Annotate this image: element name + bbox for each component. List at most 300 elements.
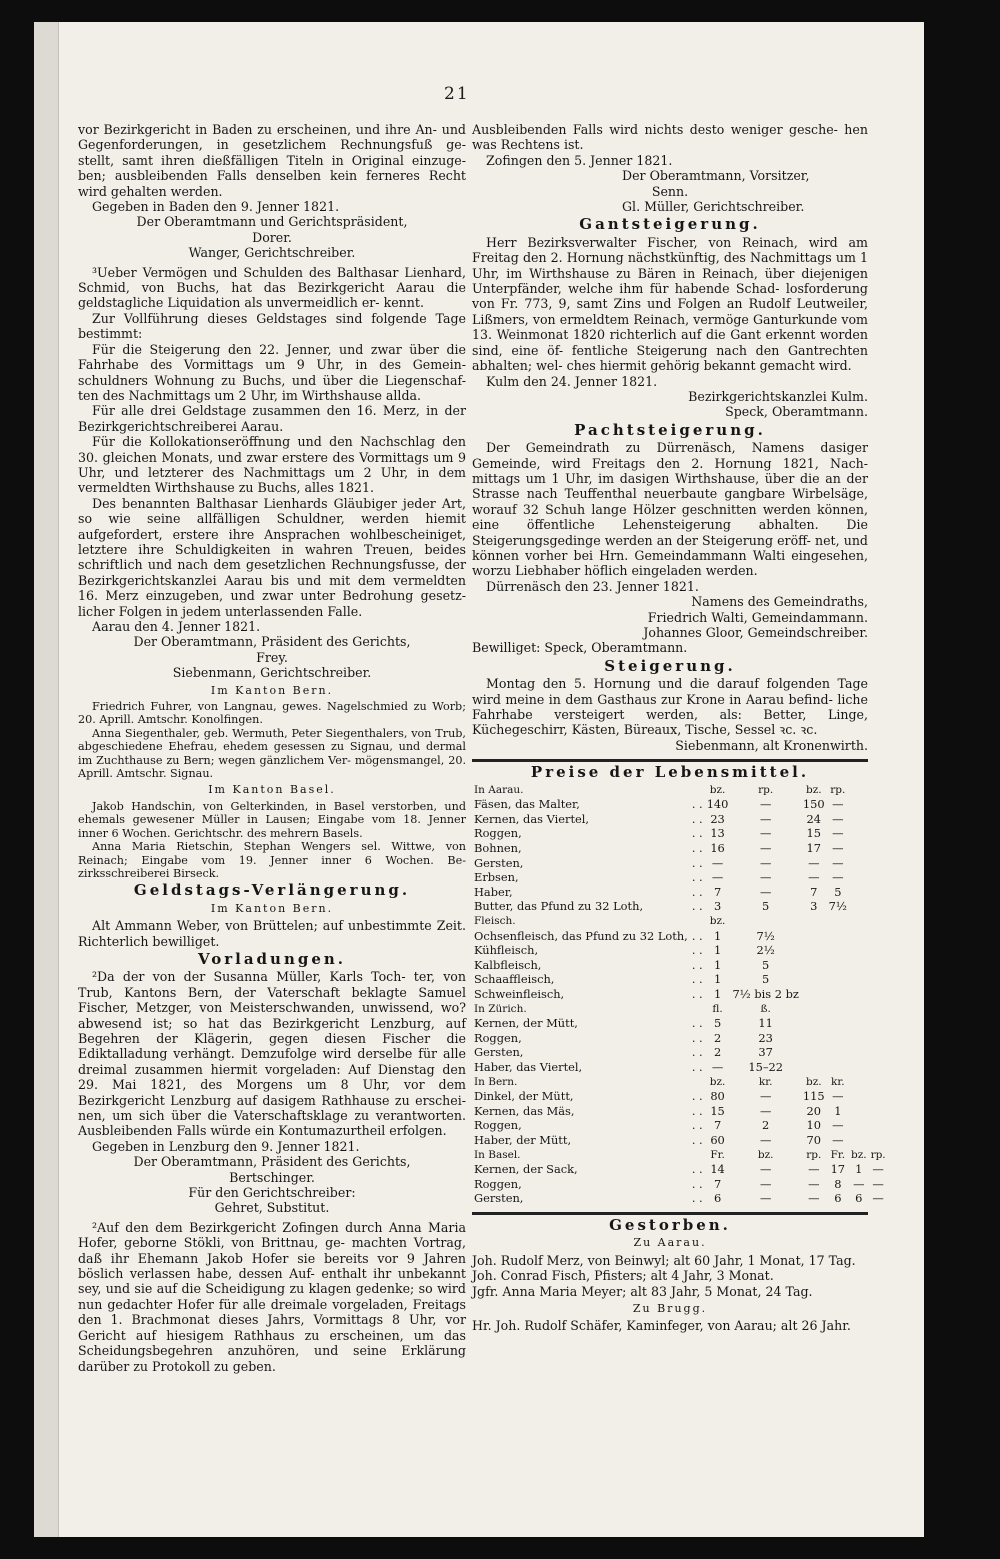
price-value: 17 xyxy=(830,1162,846,1177)
right-column xyxy=(472,122,886,1334)
price-item: Ochsenfleisch, das Pfund zu 32 Loth, xyxy=(474,928,688,943)
price-value: 15 xyxy=(710,1103,725,1118)
notice-date: Gegeben in Baden den 9. Jenner 1821. xyxy=(92,199,340,215)
price-value xyxy=(869,856,888,871)
price-item: Bohnen, xyxy=(474,841,522,856)
price-row xyxy=(472,1060,888,1075)
price-value xyxy=(869,958,888,973)
price-item: Kernen, das Mäs, xyxy=(474,1103,575,1118)
price-value xyxy=(827,1045,849,1060)
price-row xyxy=(472,1002,888,1017)
price-value xyxy=(869,899,888,914)
price-dots xyxy=(690,1075,705,1090)
price-unit xyxy=(827,1002,849,1017)
signature: Senn. xyxy=(651,183,689,199)
price-item: Butter, das Pfund zu 32 Loth, xyxy=(474,899,644,914)
price-item: Gersten, xyxy=(474,855,524,870)
price-value xyxy=(869,826,888,841)
notice-date: Dürrenäsch den 23. Jenner 1821. xyxy=(486,578,699,594)
price-unit xyxy=(849,783,869,798)
price-row xyxy=(472,783,888,798)
price-unit: bz. xyxy=(709,915,726,927)
price-value: — xyxy=(759,1132,772,1147)
price-value: 70 xyxy=(806,1132,822,1147)
signature: Gehret, Substitut. xyxy=(214,1200,330,1216)
notice-paragraph: Herr Bezirksverwalter Fischer, von Reinach, wird am Freitag den 2. Hornung nächstkünftig, des Nachmittags um 1 Uhr, im Wirthshause zu Bären in Reinach, über diejenigen Unterpfänder, welche ihm für habende Schad- losforderung von Fr. 773, 9, samt Zins und Folgen an Rudolf Leutweiler, Lißmers, von ermeldtem Reinach, vermöge Ganturkunde vom 13. Weinmonat 1820 richterlich auf die Gant erkennt worden sind, eine öf- fentliche Steigerung nach den Gantrechten abhalten; wel- ches hiermit gehörig bekannt gemacht wird. xyxy=(472,234,868,374)
signature: Gl. Müller, Gerichtschreiber. xyxy=(622,199,805,215)
notice-paragraph: Friedrich Fuhrer, von Langnau, gewes. Nagelschmied zu Worb; 20. Aprill. Amtschr. Konolfingen. xyxy=(78,700,466,727)
price-unit: ß. xyxy=(760,1002,771,1015)
price-unit: rp. xyxy=(758,783,774,796)
price-value: — xyxy=(853,1176,865,1191)
price-item: Roggen, xyxy=(474,826,522,841)
price-dots: . . xyxy=(691,986,703,1001)
price-value: 2 xyxy=(762,1118,770,1133)
price-value: 20 xyxy=(806,1103,822,1118)
price-unit xyxy=(801,914,827,929)
price-row xyxy=(472,987,888,1002)
price-value: — xyxy=(759,870,772,885)
section-heading: Steigerung. xyxy=(604,656,736,675)
price-value: 6 xyxy=(855,1191,863,1206)
price-dots: . . xyxy=(691,811,703,826)
price-value xyxy=(849,929,869,944)
price-value xyxy=(869,1118,888,1133)
price-value xyxy=(849,1045,869,1060)
price-item: Roggen, xyxy=(474,1118,522,1133)
signature: Wanger, Gerichtschreiber. xyxy=(188,245,356,261)
price-value: — xyxy=(832,870,844,885)
price-dots: . . xyxy=(691,928,703,943)
newspaper-page xyxy=(34,22,924,1537)
section-heading: Vorladungen. xyxy=(197,949,347,968)
price-dots: . . xyxy=(691,1132,703,1147)
price-unit: bz. xyxy=(757,1148,774,1161)
price-value xyxy=(869,1089,888,1104)
price-value xyxy=(801,1045,827,1060)
price-value: 140 xyxy=(706,797,729,812)
price-value xyxy=(849,826,869,841)
price-value: — xyxy=(832,1132,844,1147)
price-value: 7½ xyxy=(828,899,847,914)
price-value: — xyxy=(832,797,844,812)
price-grid xyxy=(472,783,888,1206)
price-unit xyxy=(869,783,888,798)
notice-paragraph: ²Da der von der Susanna Müller, Karls Toch- ter, von Trub, Kantons Bern, der Vaterschaft beklagte Samuel Fischer, Metzger, von Meisterschwanden, unwissend, wo? abwesend ist; so hat das Bezirkgericht Lenzburg, auf Begehren der Klägerin, gegen diesen Fischer die Ediktalladung verhängt. Demzufolge wird derselbe für alle dreimal zusammen hiermit vorgeladen: Auf Dienstag den 29. Mai 1821, des Morgens um 8 Uhr, vor dem Bezirkgericht Lenzburg auf dasigem Rathhause zu erschei- nen, um sich über die Vaterschaftsklage zu verantworten. Ausbleibenden Falls würde ein Kontumazurtheil erfolgen. xyxy=(78,969,466,1139)
price-dots: . . xyxy=(691,1030,703,1045)
price-value: — xyxy=(832,811,844,826)
signature: Siebenmann, Gerichtschreiber. xyxy=(172,665,372,681)
price-row xyxy=(472,1045,888,1060)
price-value: 3 xyxy=(713,899,722,914)
price-value: 10 xyxy=(806,1118,822,1133)
price-value: 5 xyxy=(762,972,770,987)
price-row xyxy=(472,1177,888,1192)
price-value: 15–22 xyxy=(748,1059,784,1074)
price-value xyxy=(849,812,869,827)
price-dots: . . xyxy=(691,1103,703,1118)
price-dots: . . xyxy=(691,972,703,987)
price-value: 7 xyxy=(713,1118,722,1133)
signature: Friedrich Walti, Gemeindammann. xyxy=(647,609,868,625)
price-dots: . . xyxy=(691,855,703,870)
notice-paragraph: Anna Siegenthaler, geb. Wermuth, Peter Siegenthalers, von Trub, abgeschiedene Ehefrau, ehedem gesessen zu Signau, und dermal im Zuchthause zu Bern; wegen gänzlichem Ver- mögensmangel, 20. Aprill. Amtschr. Signau. xyxy=(78,726,466,781)
price-value xyxy=(827,943,849,958)
signature: Johannes Gloor, Gemeindschreiber. xyxy=(643,625,868,640)
price-value: — xyxy=(808,1191,820,1206)
price-dots: . . xyxy=(691,1176,703,1191)
price-unit xyxy=(849,1002,869,1017)
signature: Siebenmann, alt Kronenwirth. xyxy=(675,737,868,753)
price-value xyxy=(869,885,888,900)
price-row xyxy=(472,1104,888,1119)
price-dots: . . xyxy=(691,797,703,812)
price-row xyxy=(472,1016,888,1031)
price-row xyxy=(472,856,888,871)
price-value: 7 xyxy=(713,1176,722,1191)
price-value xyxy=(827,958,849,973)
price-row xyxy=(472,899,888,914)
price-row xyxy=(472,1133,888,1148)
price-value xyxy=(827,929,849,944)
price-row xyxy=(472,797,888,812)
price-value: — xyxy=(759,1089,772,1104)
price-value: — xyxy=(711,870,724,885)
price-unit xyxy=(869,1075,888,1090)
price-value: 1 xyxy=(713,957,722,972)
price-value: 7 xyxy=(713,884,722,899)
price-value xyxy=(801,929,827,944)
price-dots: . . xyxy=(691,870,703,885)
price-dots xyxy=(690,1002,705,1017)
price-row xyxy=(472,1089,888,1104)
price-value xyxy=(849,1089,869,1104)
price-value: 23 xyxy=(758,1030,773,1045)
price-dots: . . xyxy=(691,1162,703,1177)
price-value: — xyxy=(711,855,724,870)
price-value: — xyxy=(759,811,772,826)
section-heading: Geldstags-Verlängerung. xyxy=(133,881,411,900)
price-value xyxy=(849,841,869,856)
section-heading: Gantsteigerung. xyxy=(579,215,761,234)
price-value: — xyxy=(759,1103,772,1118)
notice-date: Zofingen den 5. Jenner 1821. xyxy=(486,152,673,168)
notice-paragraph: Für alle drei Geldstage zusammen den 16. Merz, in der Bezirkgerichtschreiberei Aarau. xyxy=(78,403,466,434)
price-value xyxy=(869,1104,888,1119)
price-value xyxy=(849,958,869,973)
price-value: 2 xyxy=(713,1030,722,1045)
price-value: 16 xyxy=(710,841,725,856)
price-value: 8 xyxy=(834,1176,842,1191)
price-row xyxy=(472,958,888,973)
price-row xyxy=(472,1118,888,1133)
page-number: 21 xyxy=(444,84,470,104)
price-value: — xyxy=(872,1176,884,1191)
price-value xyxy=(801,1031,827,1046)
price-city: In Zürich. xyxy=(474,1002,527,1015)
price-value: — xyxy=(832,1118,844,1133)
price-row xyxy=(472,870,888,885)
price-value xyxy=(869,943,888,958)
price-dots: . . xyxy=(691,1059,703,1074)
price-value xyxy=(827,987,849,1002)
signature: Bertschinger. xyxy=(229,1169,315,1185)
price-row xyxy=(472,972,888,987)
price-value: 1 xyxy=(713,986,722,1001)
price-unit: bz. xyxy=(709,783,726,796)
subheading: Zu Aarau. xyxy=(633,1236,707,1250)
price-value: 7 xyxy=(810,884,818,899)
price-row xyxy=(472,929,888,944)
notice-paragraph: Jakob Handschin, von Gelterkinden, in Basel verstorben, und ehemals gewesener Müller in Lausen; Eingabe vom 18. Jenner inner 6 Wochen. Gerichtschr. des mehrern Basels. xyxy=(78,799,466,840)
notice-paragraph: Des benannten Balthasar Lienhards Gläubiger jeder Art, so wie seine allfälligen Schuldner, werden hiemit aufgefordert, erstere ihre Ansprachen wohlbescheiniget, letztere ihre Schuldigkeiten in wahren Treuen, beides schriftlich und nach dem gesetzlichen Rechnungsfusse, der Bezirkgerichtskanzlei Aarau bis und mit dem vermeldten 16. Merz einzugeben, und zwar unter Bedrohung gesetz- licher Folgen in jedem unterlassenden Falle. xyxy=(78,495,466,619)
price-value: — xyxy=(759,855,772,870)
price-value: — xyxy=(872,1191,884,1206)
signature: Der Oberamtmann, Vorsitzer, xyxy=(622,168,810,184)
price-value: — xyxy=(832,826,844,841)
price-value: — xyxy=(872,1162,884,1177)
price-city: In Aarau. xyxy=(474,783,524,796)
price-value xyxy=(801,987,827,1002)
price-row xyxy=(472,841,888,856)
price-dots: . . xyxy=(691,841,703,856)
price-value: 115 xyxy=(802,1089,825,1104)
price-unit: rp. xyxy=(870,1148,886,1161)
price-value xyxy=(869,841,888,856)
price-dots xyxy=(690,783,705,798)
price-item: Kernen, der Sack, xyxy=(474,1162,578,1177)
price-value: 23 xyxy=(710,811,725,826)
price-value xyxy=(801,1016,827,1031)
price-value xyxy=(801,972,827,987)
notice-paragraph: Der Gemeindrath zu Dürrenäsch, Namens dasiger Gemeinde, wird Freitags den 2. Hornung 1821, Nach- mittags um 1 Uhr, im dasigen Wirthshause, über die an der Strasse nach Teuffenthal neuerbaute gangbare Wirbelsäge, worauf 32 Schuh lange Hölzer geschnitten werden können, eine öffentliche Lehensteigerung abhalten. Die Steigerungsgedinge werden an der Steigerung eröff- net, und können vorher bei Hrn. Gemeindammann Walti eingesehen, worzu Liebhaber höflich eingeladen werden. xyxy=(472,440,868,579)
price-value: 1 xyxy=(855,1162,863,1177)
section-heading: Pachtsteigerung. xyxy=(574,420,766,439)
price-unit: kr. xyxy=(831,1075,845,1088)
price-row xyxy=(472,885,888,900)
price-value xyxy=(849,1118,869,1133)
price-row xyxy=(472,826,888,841)
signature: Bezirkgerichtskanzlei Kulm. xyxy=(688,388,868,404)
price-value: 5 xyxy=(762,957,770,972)
death-entry: Hr. Joh. Rudolf Schäfer, Kaminfeger, von Aarau; alt 26 Jahr. xyxy=(472,1318,851,1334)
price-row xyxy=(472,914,888,929)
price-value: 1 xyxy=(713,928,722,943)
price-value: — xyxy=(759,841,772,856)
price-value xyxy=(869,797,888,812)
price-value xyxy=(869,1016,888,1031)
price-value: 6 xyxy=(713,1191,722,1206)
price-value xyxy=(827,1016,849,1031)
notice-date: Aarau den 4. Jenner 1821. xyxy=(92,619,261,634)
price-item: Haber, der Mütt, xyxy=(474,1132,572,1147)
price-value xyxy=(869,972,888,987)
notice-paragraph: Ausbleibenden Falls wird nichts desto weniger gesche- hen was Rechtens ist. xyxy=(472,122,868,153)
notice-paragraph: Für die Kollokationseröffnung und den Nachschlag den 30. gleichen Monats, und zwar erstere des Vormittags um 9 Uhr, und letzterer des Nachmittags um 2 Uhr, in dem vermeldten Wirthshause zu Buchs, alles 1821. xyxy=(78,434,466,496)
divider xyxy=(472,1212,868,1215)
price-unit: kr. xyxy=(758,1075,773,1088)
price-value: — xyxy=(759,826,772,841)
price-value xyxy=(849,1031,869,1046)
price-unit: bz. xyxy=(806,1075,822,1088)
price-value: 1 xyxy=(713,972,722,987)
price-dots: . . xyxy=(691,1118,703,1133)
price-value xyxy=(869,929,888,944)
price-value: 24 xyxy=(806,811,822,826)
price-value: 7½ xyxy=(756,928,775,943)
left-column xyxy=(78,122,466,1374)
price-value xyxy=(827,1031,849,1046)
price-dots: . . xyxy=(691,899,703,914)
price-item: Schaaffleisch, xyxy=(474,972,555,987)
price-value xyxy=(849,797,869,812)
price-row xyxy=(472,1148,888,1163)
binding-gutter xyxy=(34,22,59,1537)
price-row xyxy=(472,1031,888,1046)
notice-paragraph: Anna Maria Rietschin, Stephan Wengers sel. Wittwe, von Reinach; Eingabe vom 19. Jenner inner 6 Wochen. Be- zirksschreiberei Birseck. xyxy=(78,840,466,880)
notice-paragraph: ³Ueber Vermögen und Schulden des Balthasar Lienhard, Schmid, von Buchs, hat das Bezirkgericht Aarau die geldstagliche Liquidation als unvermeidlich er- kennt. xyxy=(78,264,466,311)
price-unit: Fr. xyxy=(710,1148,725,1161)
price-value: 5 xyxy=(762,899,770,914)
price-item: Schweinfleisch, xyxy=(474,986,565,1001)
price-item: Haber, das Viertel, xyxy=(474,1059,583,1074)
price-row xyxy=(472,1162,888,1177)
price-dots: . . xyxy=(691,957,703,972)
price-unit: rp. xyxy=(830,783,846,796)
section-heading: Gestorben. xyxy=(609,1215,731,1234)
price-value: 11 xyxy=(758,1016,773,1031)
price-unit xyxy=(869,914,888,929)
price-value xyxy=(849,1060,869,1075)
price-value: — xyxy=(832,1089,844,1104)
notice-paragraph: Montag den 5. Hornung und die darauf folgenden Tage wird meine in dem Gasthaus zur Krone in Aarau befind- liche Fahrhabe versteigert werden, als: Better, Linge, Küchegeschirr, Kästen, Büreaux, Tische, Sessel ꝛc. ꝛc. xyxy=(472,676,868,738)
price-unit xyxy=(869,1002,888,1017)
price-unit xyxy=(827,914,849,929)
price-value xyxy=(849,1133,869,1148)
price-value xyxy=(849,1104,869,1119)
price-item: Kühfleisch, xyxy=(474,943,539,958)
price-value: 7½ bis 2 bz xyxy=(732,986,799,1001)
price-item: Kalbfleisch, xyxy=(474,957,542,972)
price-item: Dinkel, der Mütt, xyxy=(474,1089,574,1104)
subheading: Zu Brugg. xyxy=(632,1301,708,1315)
price-city: Fleisch. xyxy=(474,915,516,927)
price-unit: Fr. xyxy=(830,1148,846,1161)
price-value: 60 xyxy=(710,1132,725,1147)
price-table xyxy=(472,783,886,1206)
price-value: — xyxy=(808,1162,820,1177)
price-value xyxy=(869,870,888,885)
price-value: — xyxy=(832,841,844,856)
signature: Namens des Gemeindraths, xyxy=(691,594,868,610)
death-entry: Joh. Conrad Fisch, Pfisters; alt 4 Jahr, 3 Monat. xyxy=(472,1268,774,1284)
price-value: 3 xyxy=(810,899,818,914)
price-value xyxy=(801,1060,827,1075)
price-dots: . . xyxy=(691,1016,703,1031)
price-value: — xyxy=(759,1162,772,1177)
notice-paragraph: Für die Steigerung den 22. Jenner, und zwar über die Fahrhabe des Vormittags um 9 Uhr, in des Gemein- schuldners Wohnung zu Buchs, und über die Liegenschaf- ten des Nachmittags um 2 Uhr, im Wirthshause allda. xyxy=(78,341,466,403)
signature: Der Oberamtmann, Präsident des Gerichts, xyxy=(133,634,411,650)
price-value xyxy=(801,958,827,973)
price-value xyxy=(849,899,869,914)
price-value xyxy=(849,885,869,900)
price-unit: bz. xyxy=(709,1075,726,1088)
price-value: — xyxy=(711,1059,724,1074)
notice-date: Kulm den 24. Jenner 1821. xyxy=(486,373,658,389)
price-value: 37 xyxy=(758,1045,773,1060)
price-value: 5 xyxy=(713,1016,722,1031)
death-entry: Jgfr. Anna Maria Meyer; alt 83 Jahr, 5 Monat, 24 Tag. xyxy=(472,1283,813,1299)
signature: Bewilliget: Speck, Oberamtmann. xyxy=(472,640,688,656)
price-item: Haber, xyxy=(474,884,513,899)
price-value: 17 xyxy=(806,841,822,856)
price-item: Erbsen, xyxy=(474,870,519,885)
price-value xyxy=(849,972,869,987)
price-value: 15 xyxy=(806,826,822,841)
signature: Dorer. xyxy=(252,229,292,245)
subheading: Im Kanton Bern. xyxy=(210,901,334,915)
price-value xyxy=(849,943,869,958)
subheading: Im Kanton Basel. xyxy=(208,783,336,797)
price-value: — xyxy=(759,1176,772,1191)
price-value: 2½ xyxy=(756,943,775,958)
price-value xyxy=(801,943,827,958)
signature: Speck, Oberamtmann. xyxy=(725,404,868,420)
price-value xyxy=(849,987,869,1002)
signature: Für den Gerichtschreiber: xyxy=(188,1185,356,1201)
price-city: In Bern. xyxy=(474,1075,518,1088)
price-value: — xyxy=(759,797,772,812)
price-dots: . . xyxy=(691,1089,703,1104)
section-heading: Preise der Lebensmittel. xyxy=(530,763,810,782)
price-item: Roggen, xyxy=(474,1176,522,1191)
price-value: 5 xyxy=(834,884,842,899)
divider xyxy=(472,759,868,762)
signature: Frey. xyxy=(256,649,288,665)
price-value: — xyxy=(759,1191,772,1206)
price-value: — xyxy=(808,870,820,885)
price-row xyxy=(472,943,888,958)
price-value: — xyxy=(832,855,844,870)
price-value xyxy=(869,1045,888,1060)
notice-paragraph: Zur Vollführung dieses Geldstages sind folgende Tage bestimmt: xyxy=(78,310,466,342)
price-value xyxy=(869,1060,888,1075)
notice-date: Gegeben in Lenzburg den 9. Jenner 1821. xyxy=(92,1138,360,1154)
price-row xyxy=(472,1191,888,1206)
price-value xyxy=(869,1031,888,1046)
price-unit xyxy=(730,914,800,929)
price-dots: . . xyxy=(691,943,703,958)
price-item: Gersten, xyxy=(474,1191,524,1206)
price-value xyxy=(869,987,888,1002)
price-unit xyxy=(849,1075,869,1090)
signature: Der Oberamtmann, Präsident des Gerichts, xyxy=(133,1154,411,1170)
price-unit xyxy=(801,1002,827,1017)
price-dots: . . xyxy=(691,1045,703,1060)
price-unit: bz. xyxy=(806,783,822,796)
signature: Der Oberamtmann und Gerichtspräsident, xyxy=(136,214,408,230)
price-value xyxy=(869,1133,888,1148)
price-dots xyxy=(690,914,705,929)
subheading: Im Kanton Bern. xyxy=(210,683,334,697)
price-city: In Basel. xyxy=(474,1148,521,1161)
price-value: — xyxy=(808,855,820,870)
notice-paragraph: ²Auf den dem Bezirkgericht Zofingen durch Anna Maria Hofer, geborne Stökli, von Brittnau, ge- machten Vortrag, daß ihr Ehemann Jakob Hofer sie bereits vor 9 Jahren böslich verlassen habe, dessen Auf- enthalt ihr unbekannt sey, und sie auf die Scheidigung zu klagen gedenke; so wird nun gedachter Hofer für alle dreimale vorgeladen, Freitags den 1. Brachmonat dieses Jahrs, Vormittags 8 Uhr, vor Gericht auf hiesigem Rathhaus zu erscheinen, um das Scheidungsbegehren anzuhören, und seine Erklärung darüber zu Protokoll zu geben. xyxy=(78,1219,466,1374)
price-value xyxy=(849,1016,869,1031)
price-dots: . . xyxy=(691,884,703,899)
price-item: Kernen, der Mütt, xyxy=(474,1016,578,1031)
price-value xyxy=(827,972,849,987)
